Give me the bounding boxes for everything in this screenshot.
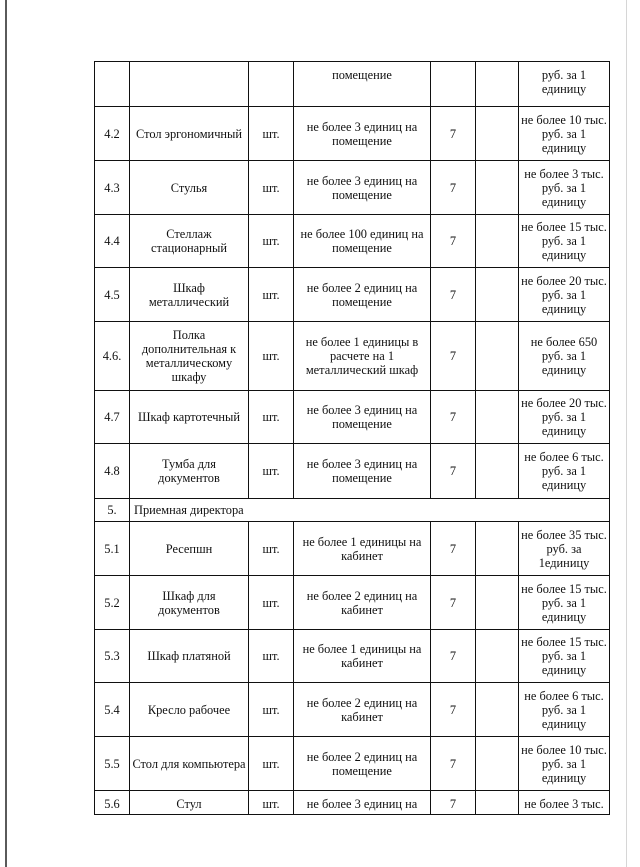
item-extra [476, 322, 519, 391]
item-unit: шт. [249, 322, 294, 391]
item-extra [476, 791, 519, 815]
item-name: Шкаф для документов [130, 576, 249, 630]
item-unit: шт. [249, 107, 294, 161]
item-norm: не более 2 единиц на кабинет [294, 683, 431, 737]
item-unit: шт. [249, 268, 294, 322]
item-years: 7 [431, 522, 476, 576]
item-extra [476, 215, 519, 268]
item-number: 5.2 [95, 576, 130, 630]
item-years: 7 [431, 630, 476, 683]
table-row [95, 107, 610, 161]
item-name: Полка дополнительная к металлическому шкафу [130, 322, 249, 391]
item-name: Стул [130, 791, 249, 815]
table-row [95, 576, 610, 630]
item-years: 7 [431, 215, 476, 268]
item-number: 5.5 [95, 737, 130, 791]
item-price: не более 15 тыс. руб. за 1 единицу [519, 576, 610, 630]
section-number: 5. [95, 499, 130, 522]
item-number: 5.4 [95, 683, 130, 737]
item-number: 4.2 [95, 107, 130, 161]
item-extra [476, 630, 519, 683]
item-norm: не более 100 единиц на помещение [294, 215, 431, 268]
item-price: не более 650 руб. за 1 единицу [519, 322, 610, 391]
item-unit: шт. [249, 215, 294, 268]
item-price: не более 20 тыс. руб. за 1 единицу [519, 391, 610, 444]
item-norm: не более 2 единиц на кабинет [294, 576, 431, 630]
item-norm: не более 2 единиц на помещение [294, 737, 431, 791]
item-norm: не более 3 единиц на помещение [294, 107, 431, 161]
item-years: 7 [431, 737, 476, 791]
item-unit: шт. [249, 683, 294, 737]
furniture-norms-table [94, 61, 610, 815]
item-unit: шт. [249, 522, 294, 576]
item-unit: шт. [249, 737, 294, 791]
item-years: 7 [431, 444, 476, 499]
item-years: 7 [431, 322, 476, 391]
table-row [95, 391, 610, 444]
item-price: руб. за 1 единицу [519, 62, 610, 107]
item-price: не более 3 тыс. [519, 791, 610, 815]
section-row [95, 499, 610, 522]
table-row [95, 215, 610, 268]
item-years: 7 [431, 107, 476, 161]
section-title: Приемная директора [130, 499, 610, 522]
table-row [95, 322, 610, 391]
item-unit: шт. [249, 391, 294, 444]
item-number: 5.3 [95, 630, 130, 683]
item-years: 7 [431, 391, 476, 444]
table-row [95, 683, 610, 737]
item-unit: шт. [249, 576, 294, 630]
table-row [95, 62, 610, 107]
item-extra [476, 683, 519, 737]
item-number: 5.1 [95, 522, 130, 576]
item-norm: не более 2 единиц на помещение [294, 268, 431, 322]
item-name: Стулья [130, 161, 249, 215]
item-norm: не более 1 единицы в расчете на 1 металлический шкаф [294, 322, 431, 391]
item-name [130, 62, 249, 107]
item-number: 4.3 [95, 161, 130, 215]
table-row [95, 630, 610, 683]
item-number: 4.4 [95, 215, 130, 268]
item-price: не более 6 тыс. руб. за 1 единицу [519, 683, 610, 737]
table-row [95, 737, 610, 791]
item-name: Тумба для документов [130, 444, 249, 499]
item-years: 7 [431, 268, 476, 322]
item-norm: помещение [294, 62, 431, 107]
item-name: Кресло рабочее [130, 683, 249, 737]
item-number [95, 62, 130, 107]
item-years: 7 [431, 161, 476, 215]
item-name: Стол для компьютера [130, 737, 249, 791]
item-norm: не более 3 единиц на [294, 791, 431, 815]
item-years: 7 [431, 576, 476, 630]
item-extra [476, 107, 519, 161]
item-extra [476, 268, 519, 322]
item-price: не более 15 тыс. руб. за 1 единицу [519, 630, 610, 683]
item-years: 7 [431, 791, 476, 815]
item-price: не более 10 тыс. руб. за 1 единицу [519, 737, 610, 791]
item-name: Стол эргономичный [130, 107, 249, 161]
item-price: не более 10 тыс. руб. за 1 единицу [519, 107, 610, 161]
item-extra [476, 522, 519, 576]
table-row [95, 522, 610, 576]
item-name: Ресепшн [130, 522, 249, 576]
table-row [95, 161, 610, 215]
item-number: 4.5 [95, 268, 130, 322]
item-extra [476, 444, 519, 499]
item-number: 4.8 [95, 444, 130, 499]
item-name: Шкаф платяной [130, 630, 249, 683]
item-unit: шт. [249, 791, 294, 815]
item-price: не более 6 тыс. руб. за 1 единицу [519, 444, 610, 499]
item-years [431, 62, 476, 107]
item-price: не более 3 тыс. руб. за 1 единицу [519, 161, 610, 215]
item-extra [476, 576, 519, 630]
item-unit: шт. [249, 161, 294, 215]
item-extra [476, 62, 519, 107]
item-number: 4.7 [95, 391, 130, 444]
scan-edge-left [5, 0, 7, 867]
item-extra [476, 391, 519, 444]
item-price: не более 35 тыс. руб. за 1единицу [519, 522, 610, 576]
item-unit: шт. [249, 630, 294, 683]
item-name: Шкаф картотечный [130, 391, 249, 444]
item-extra [476, 161, 519, 215]
item-norm: не более 3 единиц на помещение [294, 161, 431, 215]
item-norm: не более 1 единицы на кабинет [294, 522, 431, 576]
item-years: 7 [431, 683, 476, 737]
item-unit: шт. [249, 444, 294, 499]
table-row [95, 791, 610, 815]
item-number: 4.6. [95, 322, 130, 391]
item-price: не более 20 тыс. руб. за 1 единицу [519, 268, 610, 322]
item-price: не более 15 тыс. руб. за 1 единицу [519, 215, 610, 268]
item-unit [249, 62, 294, 107]
scan-edge-right [626, 0, 627, 867]
item-norm: не более 3 единиц на помещение [294, 391, 431, 444]
item-norm: не более 1 единицы на кабинет [294, 630, 431, 683]
item-name: Стеллаж стационарный [130, 215, 249, 268]
table-row [95, 268, 610, 322]
item-number: 5.6 [95, 791, 130, 815]
item-norm: не более 3 единиц на помещение [294, 444, 431, 499]
item-name: Шкаф металлический [130, 268, 249, 322]
table-row [95, 444, 610, 499]
item-extra [476, 737, 519, 791]
